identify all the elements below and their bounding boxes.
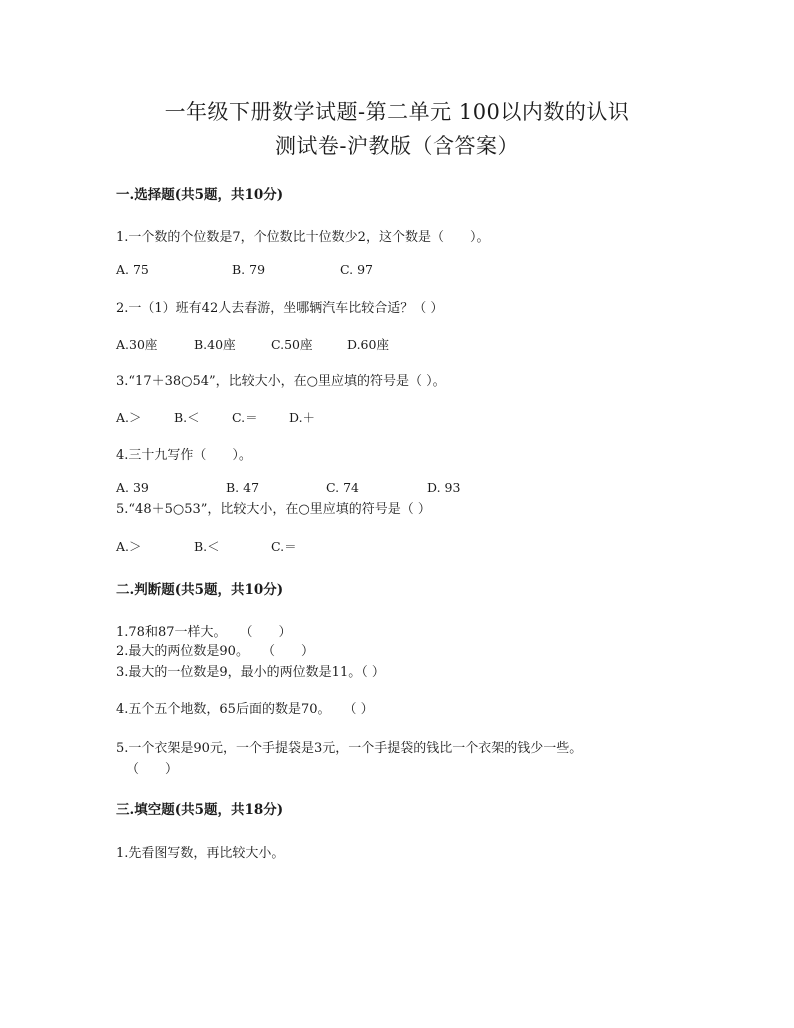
s2-question-1: 1.78和87一样大。 （ ） [116,625,292,640]
document-title-line1: 一年级下册数学试题-第二单元 100以内数的认识 [164,100,630,124]
s1-question-5: 5.“48＋5○53”，比较大小，在○里应填的符号是（ ） [116,502,431,517]
s1-q2-option-c: C.50座 [271,337,313,352]
s1-q2-option-b: B.40座 [194,337,236,352]
s1-q5-option-b: B.＜ [194,539,220,554]
s2-question-4: 4.五个五个地数，65后面的数是70。 （ ） [116,702,374,717]
s1-q1-option-c: C. 97 [340,262,373,277]
s1-q4-option-b: B. 47 [226,480,260,495]
s1-q4-option-a: A. 39 [116,480,149,495]
s1-q5-option-a: A.＞ [116,539,142,554]
s2-question-5-answer-paren: （ ） [126,762,179,777]
s1-q4-option-c: C. 74 [326,480,359,495]
s2-question-2: 2.最大的两位数是90。 （ ） [116,644,314,659]
s1-question-2: 2.一（1）班有42人去春游，坐哪辆汽车比较合适？（ ） [116,301,444,316]
s1-q3-option-b: B.＜ [174,410,200,425]
s2-question-5: 5.一个衣架是90元，一个手提袋是3元，一个手提袋的钱比一个衣架的钱少一些。 [116,741,583,756]
s1-q2-option-d: D.60座 [347,337,389,352]
s1-q3-option-a: A.＞ [116,410,142,425]
s1-q2-option-a: A.30座 [116,337,158,352]
section3-heading: 三.填空题(共5题，共18分) [116,802,284,818]
s1-q5-option-c: C.＝ [271,539,297,554]
document-title-line2: 测试卷-沪教版（含答案） [274,134,520,158]
s1-q4-option-d: D. 93 [427,480,461,495]
s1-question-1: 1.一个数的个位数是7，个位数比十位数少2，这个数是（ ）。 [116,230,490,245]
s1-question-4: 4.三十九写作（ ）。 [116,448,252,463]
s1-q1-option-b: B. 79 [232,262,266,277]
s1-question-3: 3.“17＋38○54”，比较大小，在○里应填的符号是（ ）。 [116,374,446,389]
s1-q3-option-d: D.＋ [289,410,316,425]
s3-question-1: 1.先看图写数，再比较大小。 [116,846,285,861]
s2-question-3: 3.最大的一位数是9，最小的两位数是11。（ ） [116,665,385,680]
section2-heading: 二.判断题(共5题，共10分) [116,582,284,598]
section1-heading: 一.选择题(共5题，共10分) [116,187,284,203]
s1-q3-option-c: C.＝ [232,410,258,425]
s1-q1-option-a: A. 75 [116,262,149,277]
